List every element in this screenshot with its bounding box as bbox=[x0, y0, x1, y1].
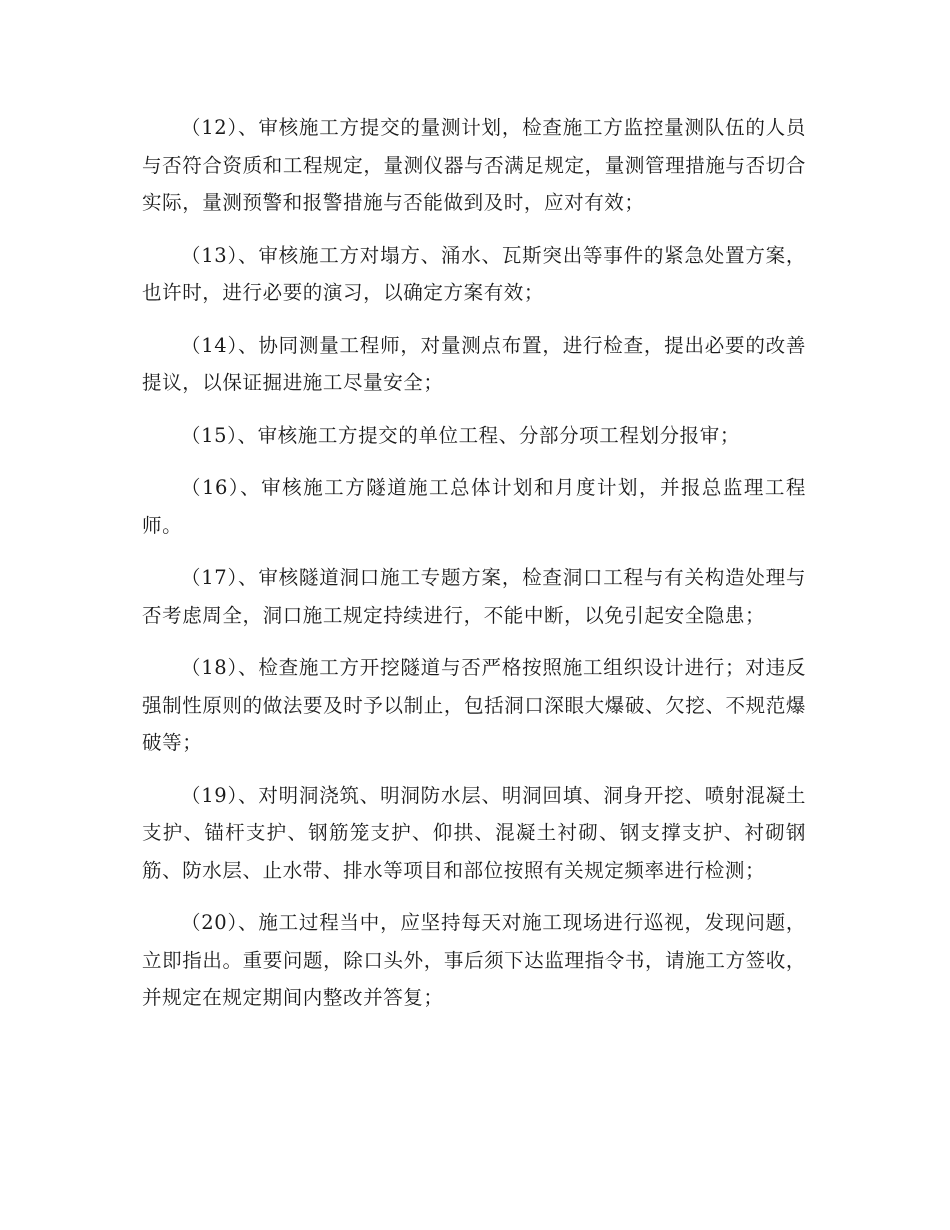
paragraph-12: （12）、审核施工方提交的量测计划，检查施工方监控量测队伍的人员与否符合资质和工程规定，量测仪器与否满足规定，量测管理措施与否切合实际，量测预警和报警措施与否能做到及时，应对有效； bbox=[142, 116, 806, 214]
document-body bbox=[142, 109, 806, 1032]
paragraph-14: （14）、协同测量工程师，对量测点布置，进行检查，提出必要的改善提议，以保证掘进施工尽量安全； bbox=[142, 333, 806, 394]
paragraph-13: （13）、审核施工方对塌方、涌水、瓦斯突出等事件的紧急处置方案，也许时，进行必要的演习，以确定方案有效； bbox=[142, 243, 806, 304]
paragraph-17: （17）、审核隧道洞口施工专题方案，检查洞口工程与有关构造处理与否考虑周全，洞口施工规定持续进行，不能中断，以免引起安全隐患； bbox=[142, 566, 806, 627]
paragraph-15: （15）、审核施工方提交的单位工程、分部分项工程划分报审； bbox=[181, 423, 740, 447]
paragraph-18: （18）、检查施工方开挖隧道与否严格按照施工组织设计进行；对违反强制性原则的做法要及时予以制止，包括洞口深眼大爆破、欠挖、不规范爆破等； bbox=[142, 656, 806, 754]
paragraph-19: （19）、对明洞浇筑、明洞防水层、明洞回填、洞身开挖、喷射混凝土支护、锚杆支护、钢筋笼支护、仰拱、混凝土衬砌、钢支撑支护、衬砌钢筋、防水层、止水带、排水等项目和部位按照有关规定频率进行检测； bbox=[142, 783, 806, 882]
paragraph-20: （20）、施工过程当中，应坚持每天对施工现场进行巡视，发现问题，立即指出。重要问题，除口头外，事后须下达监理指令书，请施工方签收，并规定在规定期间内整改并答复； bbox=[142, 911, 806, 1009]
paragraph-16: （16）、审核施工方隧道施工总体计划和月度计划，并报总监理工程师。 bbox=[142, 476, 806, 537]
